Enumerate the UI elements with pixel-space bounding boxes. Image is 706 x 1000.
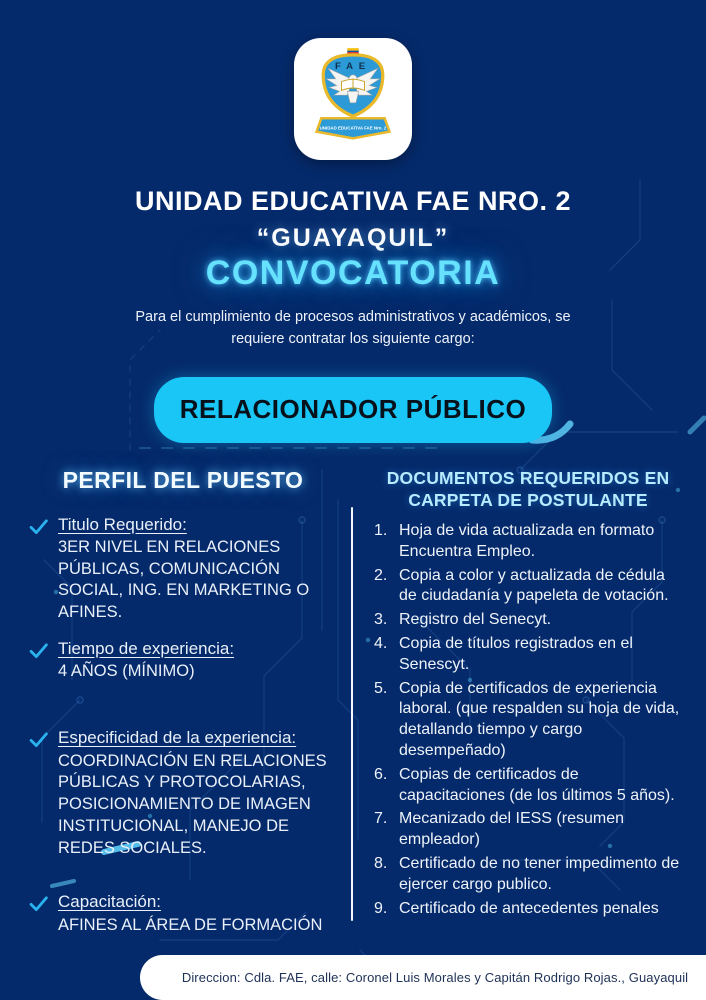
document-list-item: Certificado de no tener impedimento de ejercer cargo publico. [399, 854, 680, 893]
address-text: Direccion: Cdla. FAE, calle: Coronel Luis Morales y Capitán Rodrigo Rojas., Guayaquil [181, 970, 689, 985]
profile-item-text [58, 891, 322, 936]
profile-item-text [58, 514, 338, 625]
fae-crest-logo [305, 47, 401, 151]
document-list-item: Copia de títulos registrados en el Senescyt. [399, 634, 633, 673]
profile-item-label: Titulo Requerido: [58, 514, 187, 534]
ecuador-flag-icon [347, 48, 359, 54]
convocatoria-headline: CONVOCATORIA [205, 254, 501, 292]
content-columns [0, 467, 706, 937]
documents-heading-line-1: DOCUMENTOS REQUERIDOS EN [386, 467, 670, 488]
profile-item-body: 4 AÑOS (MÍNIMO) [58, 662, 195, 681]
profile-item-body: COORDINACIÓN EN RELACIONES PÚBLICAS Y PROTOCOLARIAS, POSICIONAMIENTO DE IMAGEN INSTITUCIONAL, MANEJO DE REDES SOCIALES. [58, 751, 327, 857]
profile-heading: PERFIL DEL PUESTO [62, 466, 304, 493]
profile-item-body: AFINES AL ÁREA DE FORMACIÓN [58, 915, 323, 934]
page-subtitle: “GUAYAQUIL” [256, 224, 450, 252]
profile-item-label: Especificidad de la experiencia: [58, 728, 297, 748]
document-list-item: Copias de certificados de capacitaciones (de los últimos 5 años). [399, 765, 675, 804]
documents-section [352, 467, 682, 923]
crest-ribbon-text: UNIDAD EDUCATIVA FAE Nro. 2 [319, 125, 387, 131]
profile-item-tiempo [28, 638, 338, 683]
documents-heading-line-2: CARPETA DE POSTULANTE [408, 490, 648, 511]
profile-item-text [58, 638, 234, 683]
address-footer [140, 955, 706, 1000]
intro-text [0, 307, 706, 351]
document-list-item: Certificado de antecedentes penales [399, 899, 659, 917]
document-list-item: Hoja de vida actualizada en formato Encuentra Empleo. [399, 522, 655, 560]
column-divider [351, 507, 353, 921]
documents-heading [374, 467, 682, 513]
profile-item-text [58, 727, 338, 859]
intro-line-1: Para el cumplimiento de procesos administrativos y académicos, se [135, 309, 571, 325]
school-logo-tile [294, 38, 412, 160]
document-list-item: Copia de certificados de experiencia laboral. (que respalden su hoja de vida, detallando tiempo y cargo desempeñado) [399, 679, 680, 759]
documents-list [374, 521, 682, 919]
document-list-item: Registro del Senecyt. [399, 611, 552, 629]
check-icon [28, 893, 49, 914]
svg-text:FAE: FAE [335, 61, 371, 73]
document-list-item: Copia a color y actualizada de cédula de ciudadanía y papeleta de votación. [399, 566, 669, 605]
check-icon [28, 516, 49, 537]
document-list-item: Mecanizado del IESS (resumen empleador) [399, 810, 624, 849]
intro-line-2: requiere contratar los siguiente cargo: [231, 330, 475, 347]
page-title: UNIDAD EDUCATIVA FAE NRO. 2 [134, 186, 572, 216]
check-icon [28, 729, 49, 750]
profile-item-label: Capacitación: [58, 892, 162, 912]
profile-item-especificidad [28, 727, 338, 859]
profile-item-body: 3ER NIVEL EN RELACIONES PÚBLICAS, COMUNICACIÓN SOCIAL, ING. EN MARKETING O AFINES. [58, 537, 310, 622]
profile-section [28, 467, 352, 937]
position-banner: RELACIONADOR PÚBLICO [154, 377, 552, 443]
profile-item-capacitacion [28, 891, 338, 936]
profile-item-titulo [28, 514, 338, 625]
profile-item-label: Tiempo de experiencia: [58, 639, 235, 658]
check-icon [28, 640, 49, 661]
